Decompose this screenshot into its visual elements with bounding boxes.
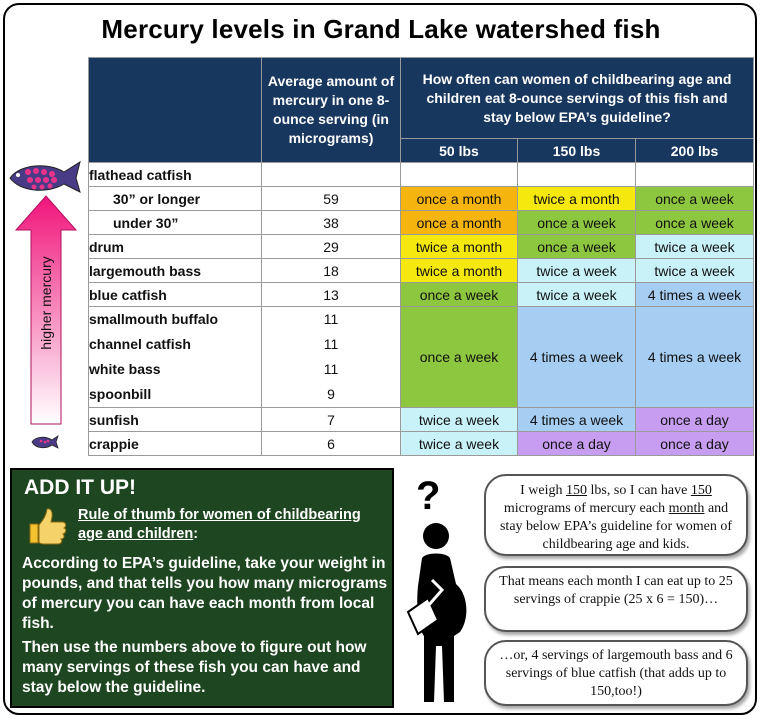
bubble-underlined: 150 [690, 483, 712, 498]
frequency-cell: once a day [636, 432, 754, 456]
frequency-cell: twice a week [518, 259, 636, 283]
fish-name-group [89, 307, 262, 408]
frequency-cell: once a week [401, 307, 518, 408]
bubble-text: …or, 4 servings of largemouth bass and 6 servings of blue catfish (that adds up to 150,too!) [499, 648, 733, 699]
amount-header: Average amount of mercury in one 8-ounce serving (in micrograms) [262, 58, 401, 163]
weight-150-header: 150 lbs [518, 139, 636, 163]
rule-of-thumb [78, 506, 378, 544]
mercury-amount: 18 [262, 259, 401, 283]
mercury-amount: 11 [323, 311, 339, 327]
frequency-cell: once a week [401, 283, 518, 307]
frequency-cell: twice a week [401, 432, 518, 456]
mercury-amount: 7 [262, 408, 401, 432]
big-fish-icon [10, 162, 80, 192]
mercury-amount: 9 [327, 386, 335, 402]
frequency-cell: twice a month [401, 259, 518, 283]
bubble-text: and stay below EPA’s guideline for women of childbearing age and kids. [499, 501, 732, 552]
frequency-cell: 4 times a week [636, 283, 754, 307]
fish-name: 30” or longer [89, 187, 262, 211]
thumbs-up-icon [26, 506, 70, 546]
mercury-amount: 11 [323, 336, 339, 352]
bubble-underlined: 150 [566, 483, 588, 498]
mercury-amount: 38 [262, 211, 401, 235]
bubble-text: micrograms of mercury each [503, 501, 669, 516]
fish-name: sunfish [89, 408, 262, 432]
fish-name-header [89, 58, 262, 163]
frequency-cell: twice a month [401, 235, 518, 259]
mercury-amount: 59 [262, 187, 401, 211]
table-row [89, 187, 754, 211]
fish-name: blue catfish [89, 283, 262, 307]
instructions-paragraph: Then use the numbers above to figure out how many servings of these fish you can have and stay below the guideline. [22, 639, 367, 696]
frequency-header: How often can women of childbearing age and children eat 8-ounce servings of this fish and stay below EPA’s guideline? [401, 58, 754, 139]
table-row [89, 432, 754, 456]
speech-bubble-1 [484, 474, 748, 556]
mercury-amount: 29 [262, 235, 401, 259]
frequency-cell: twice a week [518, 283, 636, 307]
fish-name: under 30” [89, 211, 262, 235]
fish-name: white bass [89, 361, 161, 377]
pregnant-woman-icon [398, 520, 482, 710]
weight-50-header: 50 lbs [401, 139, 518, 163]
page-title: Mercury levels in Grand Lake watershed fish [101, 14, 661, 44]
table-row [89, 283, 754, 307]
frequency-cell: twice a week [636, 259, 754, 283]
fish-name: channel catfish [89, 336, 191, 352]
frequency-cell: once a week [518, 235, 636, 259]
mercury-amount: 6 [262, 432, 401, 456]
frequency-cell: once a day [518, 432, 636, 456]
table-row-group [89, 307, 754, 408]
frequency-cell: 4 times a week [518, 408, 636, 432]
frequency-cell: once a day [636, 408, 754, 432]
table-row [89, 408, 754, 432]
higher-mercury-label: higher mercury [38, 256, 54, 350]
frequency-cell: twice a week [401, 408, 518, 432]
mercury-amount: 11 [323, 361, 339, 377]
mercury-amount [262, 163, 401, 187]
frequency-cell: once a month [401, 187, 518, 211]
frequency-cell: 4 times a week [518, 307, 636, 408]
fish-name: smallmouth buffalo [89, 311, 219, 327]
guideline-paragraph: According to EPA’s guideline, take your weight in pounds, and that tells you how many micrograms of mercury you can have each month from local fish. [22, 555, 388, 632]
frequency-cell: once a week [636, 187, 754, 211]
table-row [89, 211, 754, 235]
weight-200-header: 200 lbs [636, 139, 754, 163]
mercury-table [88, 57, 754, 456]
frequency-cell: once a week [518, 211, 636, 235]
add-it-up-heading: ADD IT UP! [24, 476, 136, 499]
frequency-cell: twice a month [518, 187, 636, 211]
rule-colon: : [193, 526, 199, 542]
fish-name: flathead catfish [89, 163, 262, 187]
frequency-cell: once a week [636, 211, 754, 235]
frequency-cell: once a month [401, 211, 518, 235]
fish-name: crappie [89, 432, 262, 456]
fish-name: largemouth bass [89, 259, 262, 283]
frequency-cell: 4 times a week [636, 307, 754, 408]
speech-bubble-2 [484, 566, 748, 632]
bubble-text: That means each month I can eat up to 25 servings of crappie (25 x 6 = 150)… [499, 574, 733, 607]
rule-heading: Rule of thumb for women of childbearing age and children [78, 507, 361, 542]
bubble-text: I weigh [520, 483, 567, 498]
frequency-cell: twice a week [636, 235, 754, 259]
fish-name: drum [89, 235, 262, 259]
fish-name: spoonbill [89, 386, 152, 402]
bubble-underlined: month [668, 501, 705, 516]
speech-bubble-3 [484, 640, 748, 706]
question-mark: ? [416, 474, 441, 518]
mercury-amount-group [262, 307, 401, 408]
table-row [89, 235, 754, 259]
small-fish-icon [32, 436, 58, 448]
add-it-up-panel [10, 468, 394, 708]
mercury-amount: 13 [262, 283, 401, 307]
bubble-text: lbs, so I can have [587, 483, 691, 498]
table-row [89, 163, 754, 187]
table-row [89, 259, 754, 283]
